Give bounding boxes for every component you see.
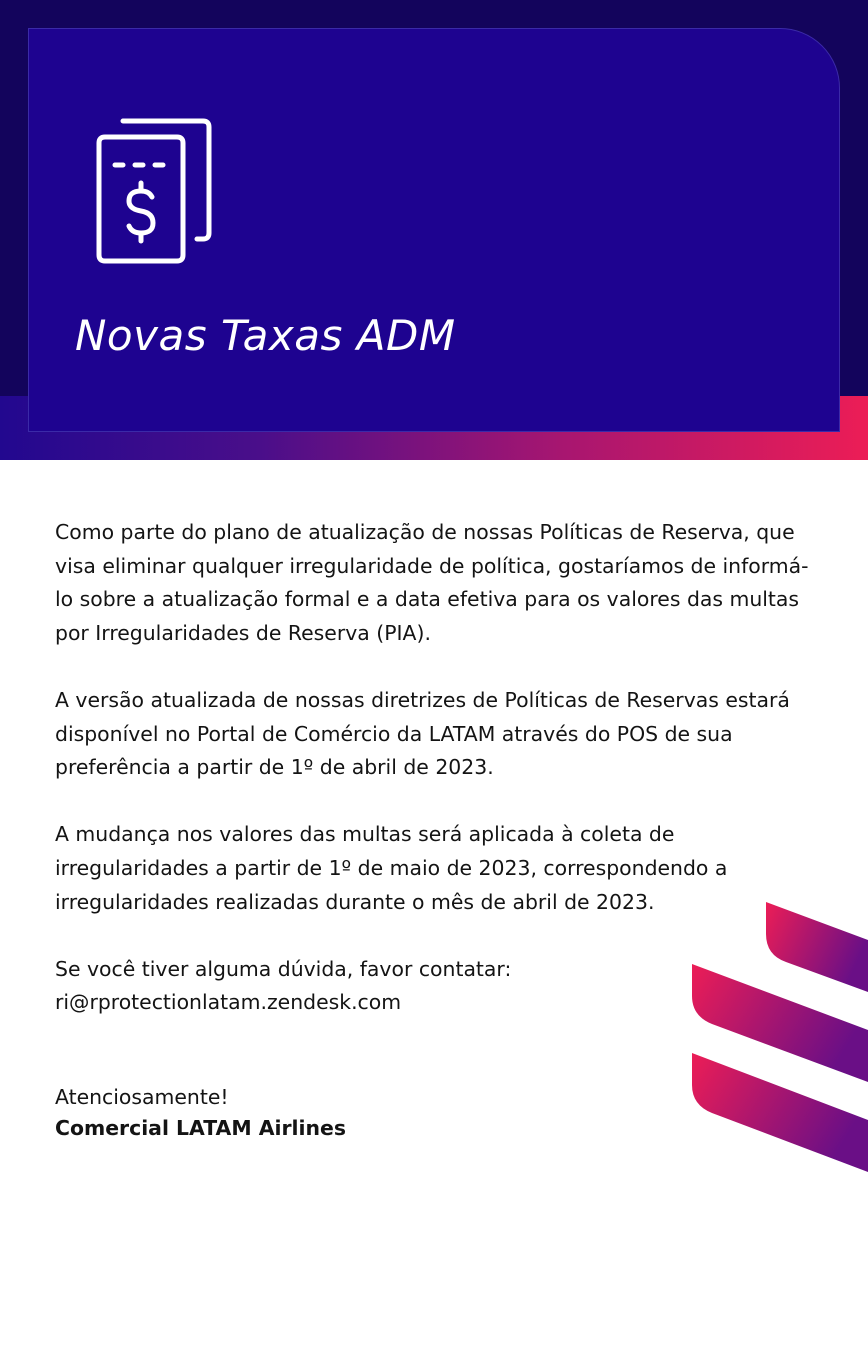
contact-prompt: Se você tiver alguma dúvida, favor contatar: bbox=[55, 956, 512, 981]
paragraph-intro: Como parte do plano de atualização de nossas Políticas de Reserva, que visa eliminar qualquer irregularidade de política, gostaríamos de informá-lo sobre a atualização formal e a data efetiva para os valores das multas por Irregularidades de Reserva (PIA). bbox=[55, 520, 809, 645]
page-title: Novas Taxas ADM bbox=[75, 311, 456, 360]
header-banner bbox=[0, 0, 868, 460]
dollar-document-icon bbox=[91, 115, 215, 267]
header-card bbox=[28, 28, 840, 432]
contact-email-link[interactable]: ri@rprotectionlatam.zendesk.com bbox=[55, 990, 402, 1015]
closing-block bbox=[55, 1082, 346, 1144]
paragraph-availability: A versão atualizada de nossas diretrizes de Políticas de Reservas estará disponível no Portal de Comércio da LATAM através do POS de sua preferência a partir de 1º de abril de 2023. bbox=[55, 687, 790, 780]
closing-greeting: Atenciosamente! bbox=[55, 1085, 229, 1109]
latam-stripes-logo bbox=[690, 898, 868, 1174]
paragraph-effective-date: A mudança nos valores das multas será aplicada à coleta de irregularidades a partir de 1º de maio de 2023, correspondendo a irregularidades realizadas durante o mês de abril de 2023. bbox=[55, 822, 728, 914]
signature: Comercial LATAM Airlines bbox=[55, 1116, 347, 1140]
